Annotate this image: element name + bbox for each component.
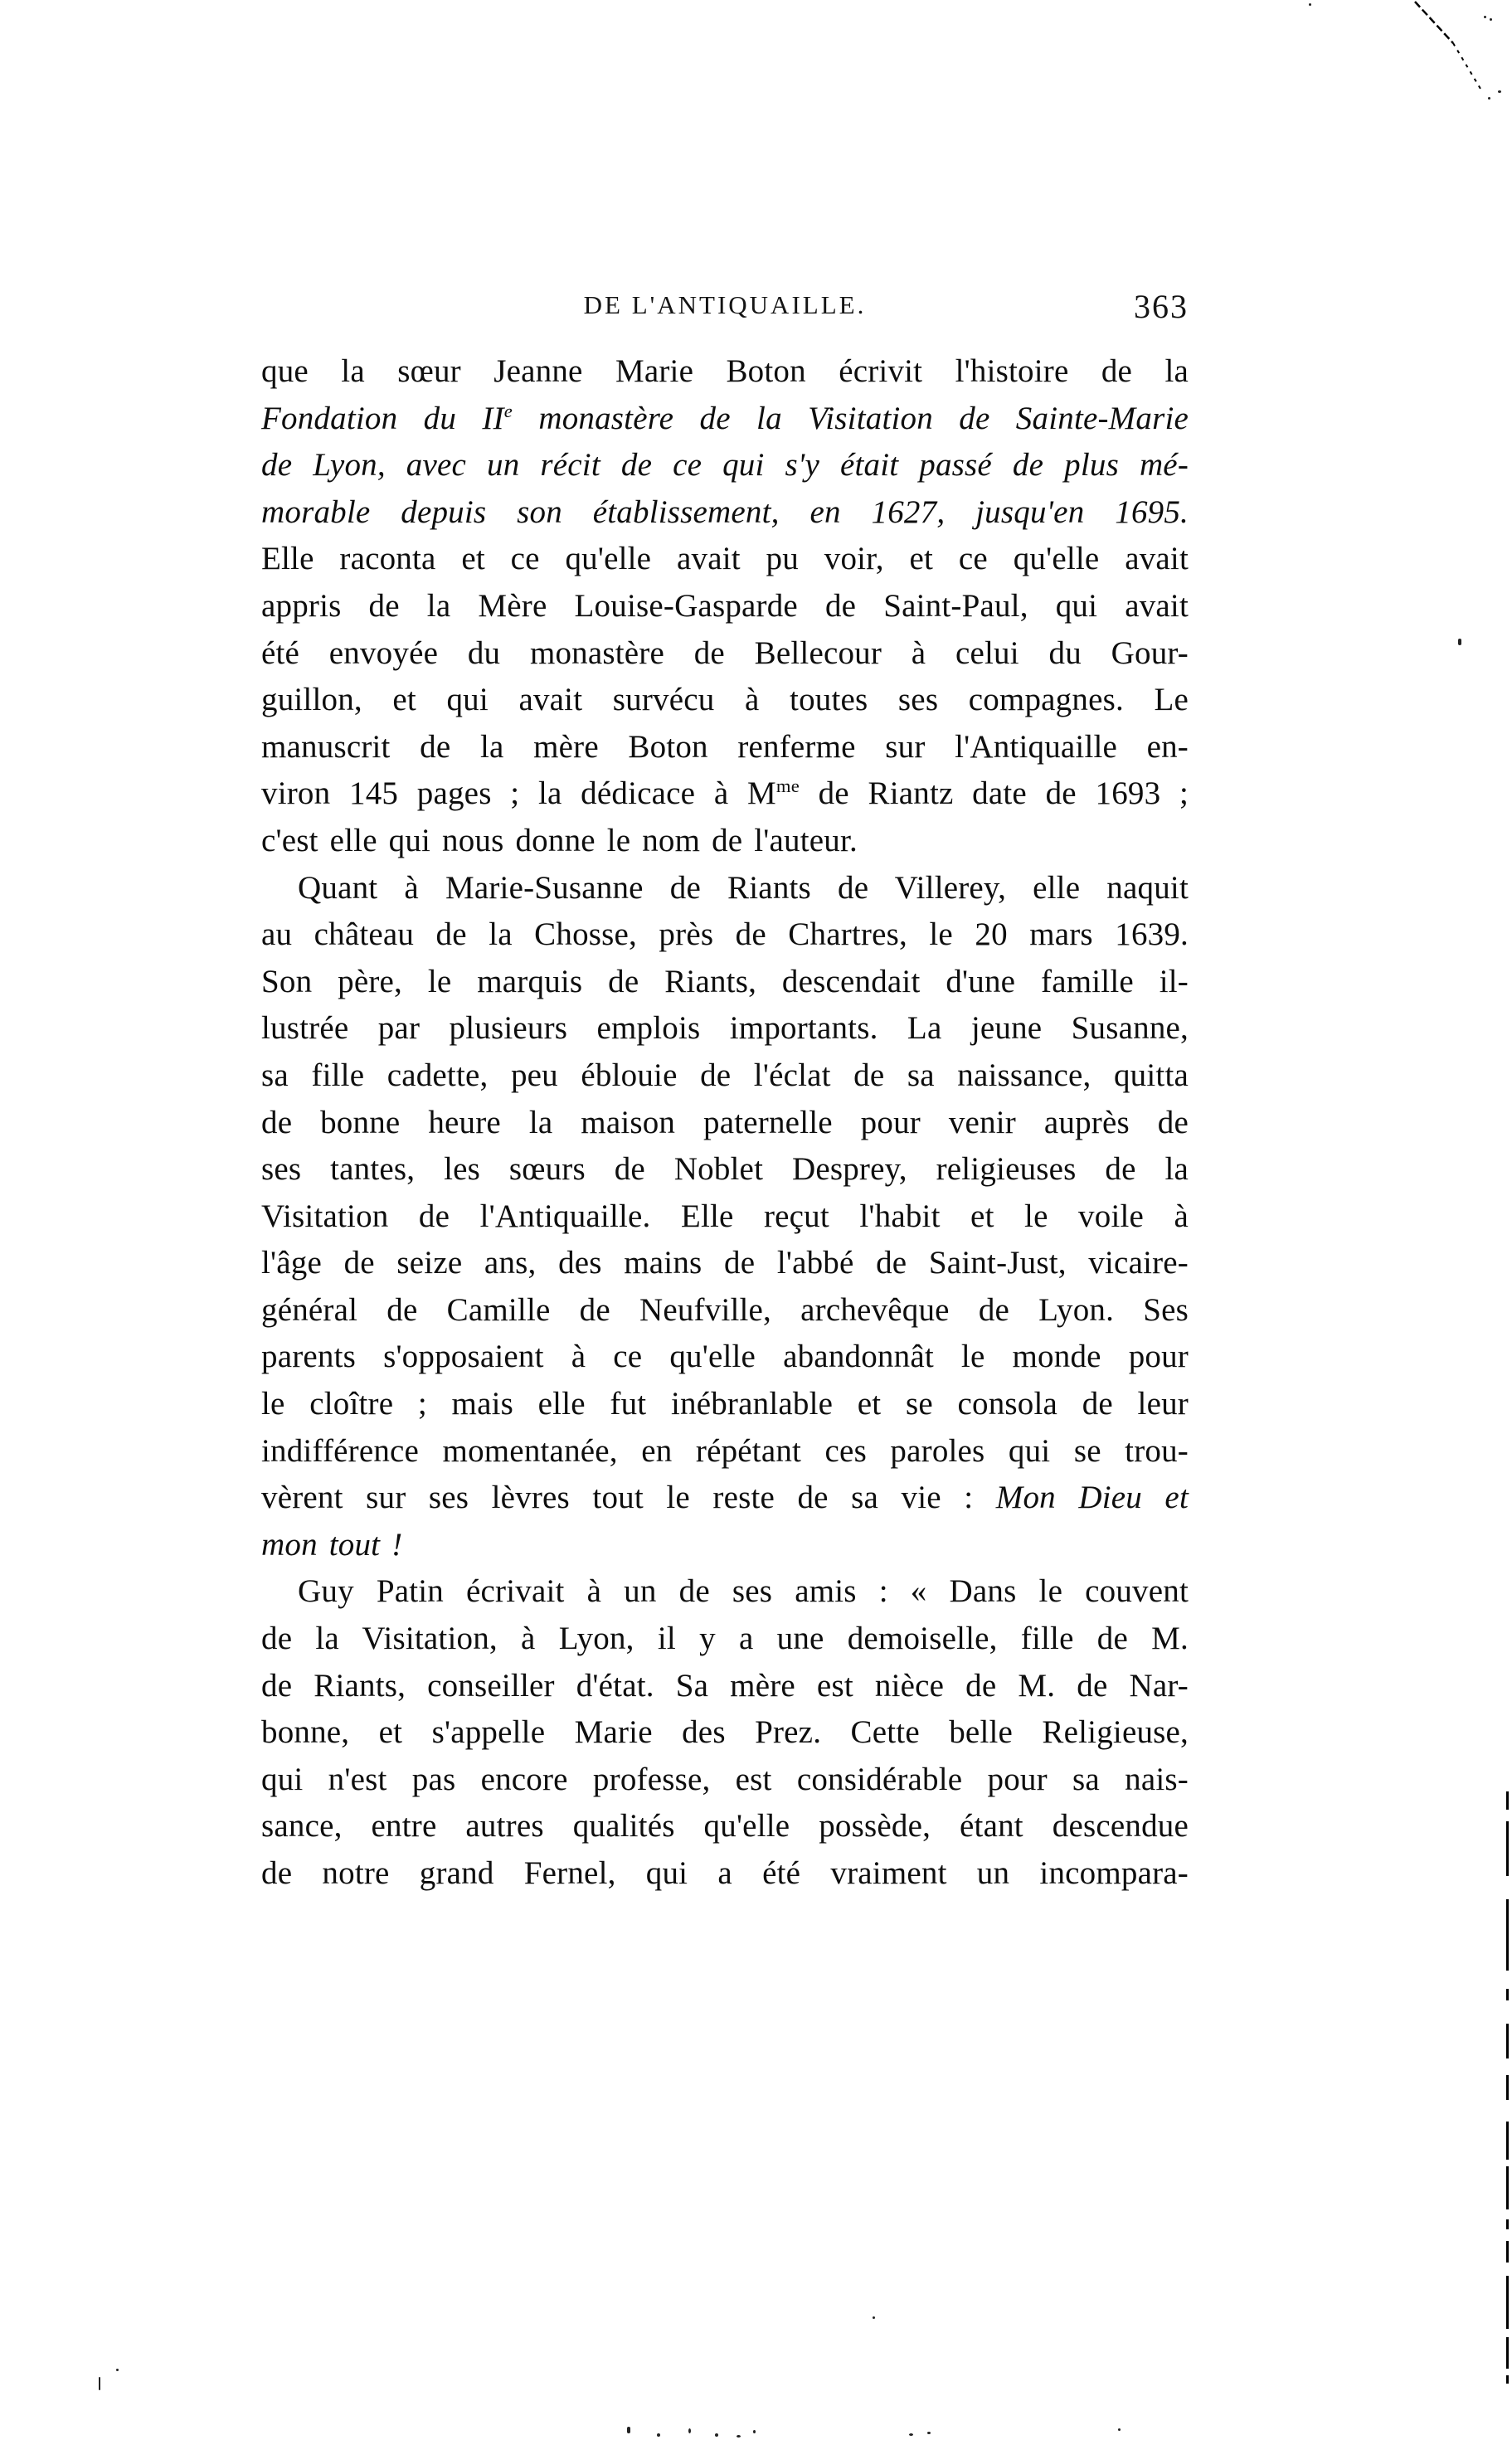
text-line: qui n'est pas encore professe, est considérable pour sa nais- <box>261 1761 1189 1797</box>
text-line: sance, entre autres qualités qu'elle possède, étant descendue <box>261 1808 1189 1845</box>
text-line: manuscrit de la mère Boton renferme sur l'Antiquaille en- <box>261 728 1189 765</box>
text-line: vèrent sur ses lèvres tout le reste de sa vie : Mon Dieu et <box>261 1480 1189 1516</box>
running-title: DE L'ANTIQUAILLE. <box>583 290 867 319</box>
text-line: général de Camille de Neufville, archevêque de Lyon. Ses <box>261 1291 1189 1328</box>
text-line: l'âge de seize ans, des mains de l'abbé de Saint-Just, vicaire- <box>261 1245 1189 1281</box>
text-line: mon tout ! <box>261 1526 403 1563</box>
text-line: Son père, le marquis de Riants, descendait d'une famille il- <box>261 963 1189 999</box>
text-line: Quant à Marie-Susanne de Riants de Villerey, elle naquit <box>298 869 1189 906</box>
text-line: été envoyée du monastère de Bellecour à celui du Gour- <box>261 634 1189 671</box>
body-text <box>261 348 1189 1898</box>
text-line: lustrée par plusieurs emplois importants. La jeune Susanne, <box>261 1010 1189 1047</box>
text-line: le cloître ; mais elle fut inébranlable et se consola de leur <box>261 1386 1189 1422</box>
text-line: de Riants, conseiller d'état. Sa mère est nièce de M. de Nar- <box>261 1667 1189 1704</box>
text-line: bonne, et s'appelle Marie des Prez. Cette belle Religieuse, <box>261 1714 1189 1751</box>
text-line: au château de la Chosse, près de Chartres, le 20 mars 1639. <box>261 916 1189 953</box>
text-line: Elle raconta et ce qu'elle avait pu voir, et ce qu'elle avait <box>261 541 1189 577</box>
page-number: 363 <box>1134 288 1189 325</box>
text-line: appris de la Mère Louise-Gasparde de Saint-Paul, qui avait <box>261 587 1189 624</box>
text-line: de Lyon, avec un récit de ce qui s'y était passé de plus mé- <box>261 447 1189 484</box>
text-line: morable depuis son établissement, en 1627, jusqu'en 1695. <box>261 493 1189 530</box>
text-line: Visitation de l'Antiquaille. Elle reçut l'habit et le voile à <box>261 1198 1189 1234</box>
text-line: que la sœur Jeanne Marie Boton écrivit l'histoire de la <box>261 353 1189 389</box>
text-line: indifférence momentanée, en répétant ces paroles qui se trou- <box>261 1432 1189 1469</box>
text-line: de la Visitation, à Lyon, il y a une demoiselle, fille de M. <box>261 1621 1189 1657</box>
text-line: Fondation du IIe monastère de la Visitation de Sainte-Marie <box>261 400 1189 436</box>
text-line: sa fille cadette, peu éblouie de l'éclat de sa naissance, quitta <box>261 1057 1189 1093</box>
text-line: de bonne heure la maison paternelle pour venir auprès de <box>261 1104 1189 1140</box>
text-line: ses tantes, les sœurs de Noblet Desprey, religieuses de la <box>261 1151 1189 1188</box>
page-header <box>261 287 1189 328</box>
text-line: Guy Patin écrivait à un de ses amis : « Dans le couvent <box>298 1573 1189 1610</box>
text-line: parents s'opposaient à ce qu'elle abandonnât le monde pour <box>261 1339 1189 1375</box>
text-line: guillon, et qui avait survécu à toutes ses compagnes. Le <box>261 682 1189 718</box>
text-line: c'est elle qui nous donne le nom de l'auteur. <box>261 822 858 858</box>
text-line: viron 145 pages ; la dédicace à $M^{me}$ de Riantz date de 1693 ; <box>261 775 1189 812</box>
text-line: de notre grand Fernel, qui a été vraiment un incompara- <box>261 1855 1189 1891</box>
